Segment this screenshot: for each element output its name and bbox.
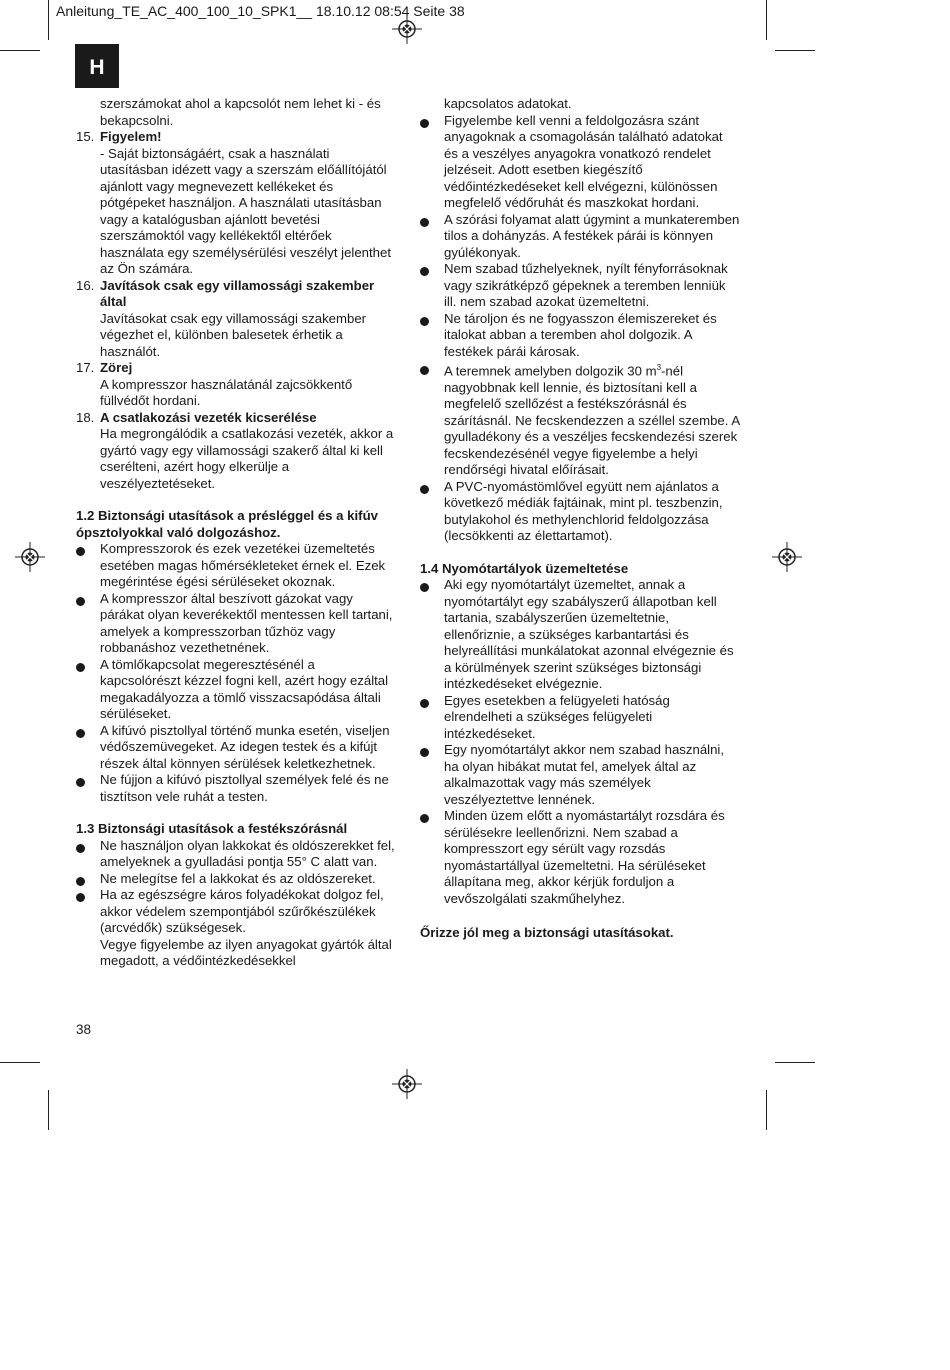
item-title: Figyelem!	[100, 129, 162, 144]
list-item-18	[76, 410, 396, 493]
bullet-item: A kompresszor által beszívott gázokat vagy párákat olyan keverékektől mentessen kell tartani, amelyek a kompresszorban tűzhöz vagy robbanáshoz vezethetnének.	[76, 591, 396, 657]
list-item-17	[76, 360, 396, 410]
crop-mark	[766, 0, 767, 40]
right-column	[420, 96, 740, 942]
item-number: 17.	[76, 360, 95, 375]
bullet-item: A kifúvó pisztollyal történő munka esetén, viseljen védőszemüvegeket. Az idegen testek és a kifújt részek által könnyen sérülések keletkezhetnek.	[76, 723, 396, 773]
item-text: Ha megrongálódik a csatlakozási vezeték, akkor a gyártó vagy egy villamossági szakerő által ki kell cserélteni, azért hogy elkerülje a veszélyeztetéseket.	[100, 426, 394, 491]
registration-mark-icon	[392, 14, 422, 44]
bullet-item: Egy nyomótartályt akkor nem szabad használni, ha olyan hibákat mutat fel, amelyek által az alkalmazottak vagy más személyek veszélyeztettve lennének.	[420, 742, 740, 808]
bullet-item: A PVC-nyomástömlővel együtt nem ajánlatos a következő médiák fajtáinak, mint pl. teszbenzin, butylakohol és methylenchlorid feldolgozzása (lecsökkenti az élettartamot).	[420, 479, 740, 545]
bullet-item: Ne melegítse fel a lakkokat és az oldószereket.	[76, 871, 396, 888]
item-text: - Saját biztonságáért, csak a használati utasításban idézett vagy a szerszám előállítójától ajánlott vagy megnevezett kellékeket és pótgépeket használjon. A használati utasításban vagy a katalógusban ajánlott bevetési szerszámoktól vagy kellékektől eltérőek használata egy személysérülési veszélyt jelenthet az Ön számára.	[100, 145, 392, 276]
item-title: A csatlakozási vezeték kicserélése	[100, 409, 317, 425]
list-item-15	[76, 129, 396, 278]
bullet-item-room-size	[420, 360, 740, 479]
paragraph-continued: kapcsolatos adatokat.	[444, 96, 572, 111]
crop-mark	[766, 1090, 767, 1130]
bullet-text: A teremnek amelyben dolgozik 30 m	[444, 363, 657, 379]
item-title: Javítások csak egy villamossági szakember által	[100, 277, 375, 309]
section-heading: 1.3 Biztonsági utasítások a festékszórásnál	[76, 821, 348, 836]
item-title: Zörej	[100, 360, 133, 375]
bullet-item: Kompresszorok és ezek vezetékei üzemeltetés esetében magas hőmérsékleteket érnek el. Ezek megérintése égési sérüléseket okoznak.	[76, 541, 396, 591]
item-text: Javításokat csak egy villamossági szakember végezhet el, különben balesetek érhetik a használót.	[100, 310, 367, 359]
print-header: Anleitung_TE_AC_400_100_10_SPK1__ 18.10.12 08:54 Seite 38	[56, 3, 465, 19]
page-number: 38	[76, 1022, 92, 1037]
superscript: 3	[656, 363, 662, 372]
left-column	[76, 96, 396, 970]
bullet-item: Minden üzem előtt a nyomástartályt rozsdára és sérülésekre leellenőrizni. Nem szabad a kompresszort egy sérült vagy rozsdás nyomástartállyal üzemeltetni. Ha sérüléseket állapítana meg, akkor kérjük forduljon a vevőszolgálati szakműhelyhez.	[420, 808, 740, 907]
bullet-item: Ne tároljon és ne fogyasszon élemiszereket és italokat abban a teremben ahol dolgozik. A festékek párái károsak.	[420, 311, 740, 361]
crop-mark	[775, 1062, 815, 1063]
intro-continued: szerszámokat ahol a kapcsolót nem lehet ki - és bekapcsolni.	[100, 96, 381, 128]
crop-mark	[0, 1062, 40, 1063]
bullet-item: Aki egy nyomótartályt üzemeltet, annak a nyomótartályt egy szabályszerű állapotban kell tartania, szabályszerűen üzemeltetnie, ellenőriznie, a szükséges karbantartási és helyreállítási munkálatokat azonnal elvégeznie és a körülmények szerint szükséges biztonsági intézkedéseket elvégeznie.	[420, 577, 740, 693]
bullet-item: Figyelembe kell venni a feldolgozásra szánt anyagoknak a csomagolásán található adatokat és a veszélyes anyagokra vonatkozó rendelet jelzéseit. Adott esetben kiegészítő védőintézkedéseket kell elvégezni, különössen megfelelő védőruhát és maszkokat hordani.	[420, 113, 740, 212]
crop-mark	[775, 50, 815, 51]
crop-mark	[0, 50, 40, 51]
bullet-text: -nél nagyobbnak kell lennie, és biztosítani kell a megfelelő szellőzést a festékszórásnál és szárításnál. Ne fecskendezzen a széllel szembe. A gyulladékony és a veszéljes fecskendezési szerek fecskendezésénél vegye figyelembe a helyi rendőrségi hivatal előírásait.	[444, 363, 740, 478]
bullet-item: A szórási folyamat alatt úgymint a munkateremben tilos a dohányzás. A festékek párái is könnyen gyúlékonyak.	[420, 212, 740, 262]
section-heading: 1.2 Biztonsági utasítások a présléggel és a kifúv ópsztolyokkal való dolgozáshoz.	[76, 508, 378, 540]
registration-mark-icon	[15, 542, 45, 572]
section-heading: 1.4 Nyomótartályok üzemeltetése	[420, 560, 629, 576]
list-item-16	[76, 278, 396, 361]
paragraph-continued: Vegye figyelembe az ilyen anyagokat gyártók által megadott, a védőintézkedésekkel	[100, 936, 392, 968]
crop-mark	[48, 0, 49, 40]
bullet-item: Nem szabad tűzhelyeknek, nyílt fényforrásoknak vagy szikrátképző gépeknek a teremben lenniük ill. nem szabad azokat üzemeltetni.	[420, 261, 740, 311]
bullet-item: Egyes esetekben a felügyeleti hatóság elrendelheti a szükséges felügyeleti intézkedéseket.	[420, 693, 740, 743]
item-number: 16.	[76, 277, 95, 293]
language-tab: H	[75, 44, 119, 88]
bullet-item: Ha az egészségre káros folyadékokat dolgoz fel, akkor védelem szempontjából szűrőkészülékek (arcvédők) szükségesek.	[76, 887, 396, 937]
bullet-item: A tömlőkapcsolat megeresztésénél a kapcsolórészt kézzel fogni kell, azért hogy ezáltal megakadályozza a tömlő visszacsapódása általi sérüléseket.	[76, 657, 396, 723]
item-number: 18.	[76, 409, 95, 425]
registration-mark-icon	[392, 1069, 422, 1099]
bullet-item: Ne fújjon a kifúvó pisztollyal személyek felé és ne tisztítson vele ruhát a testen.	[76, 772, 396, 805]
item-text: A kompresszor használatánál zajcsökkentő füllvédőt hordani.	[100, 376, 353, 408]
final-note: Őrizze jól meg a biztonsági utasításokat.	[420, 925, 674, 941]
registration-mark-icon	[772, 542, 802, 572]
crop-mark	[48, 1090, 49, 1130]
item-number: 15.	[76, 129, 95, 144]
bullet-item: Ne használjon olyan lakkokat és oldószerekket fel, amelyeknek a gyulladási pontja 55° C alatt van.	[76, 838, 396, 871]
